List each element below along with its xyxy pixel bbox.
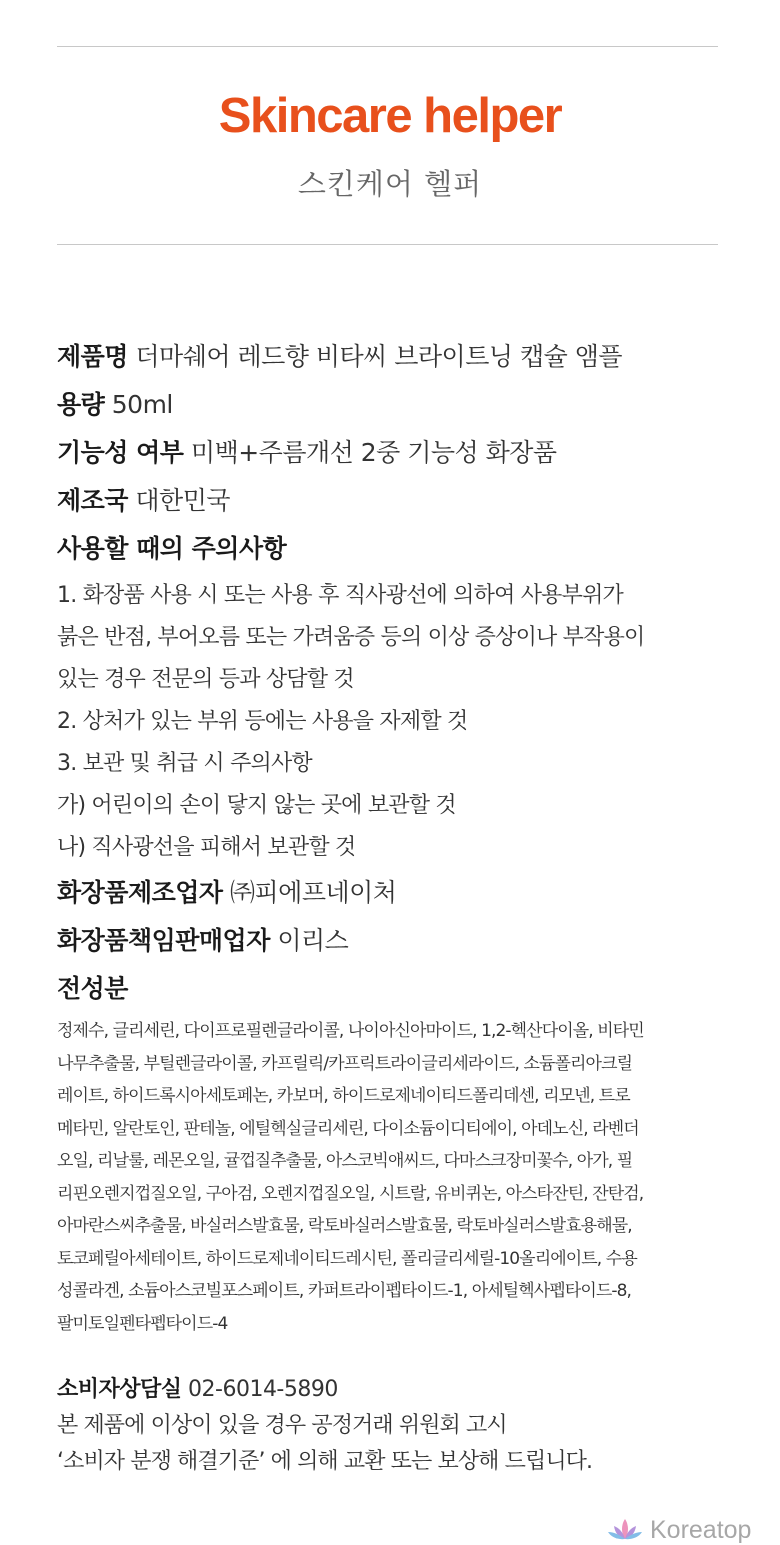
ingredients-line: 팔미토일펜타펩타이드-4	[57, 1313, 228, 1334]
caution-list	[57, 575, 737, 869]
ingredients-line: 오일, 리날룰, 레몬오일, 귤껍질추출물, 아스코빅애씨드, 다마스크장미꽃수, 아가, 필	[57, 1151, 633, 1171]
volume-label: 용량	[57, 390, 105, 419]
ingredients-line: 나무추출물, 부틸렌글라이콜, 카프릴릭/카프릭트라이글리세라이드, 소듐폴리아크릴	[57, 1053, 633, 1074]
lotus-logo-icon	[606, 1517, 644, 1543]
top-divider	[57, 46, 718, 47]
consumer-center	[57, 1372, 737, 1480]
ingredients-list	[57, 1015, 737, 1340]
manufacturer-value: ㈜피에프네이처	[230, 878, 397, 907]
product-name-row	[57, 333, 737, 381]
ingredients-line: 정제수, 글리세린, 다이프로필렌글라이콜, 나이아신아마이드, 1,2-헥산다이올, 비타민	[57, 1021, 644, 1041]
caution-line: 2. 상처가 있는 부위 등에는 사용을 자제할 것	[57, 709, 468, 734]
volume-value: 50ml	[111, 390, 173, 419]
caution-line: 가) 어린이의 손이 닿지 않는 곳에 보관할 것	[57, 793, 456, 818]
country-value: 대한민국	[135, 486, 231, 515]
consumer-label: 소비자상담실	[57, 1377, 182, 1402]
ingredients-line: 토코페릴아세테이트, 하이드로제네이티드레시틴, 폴리글리세릴-10올리에이트, 수용	[57, 1248, 637, 1269]
caution-line: 1. 화장품 사용 시 또는 사용 후 직사광선에 의하여 사용부위가	[57, 583, 623, 608]
consumer-note-line: ‘소비자 분쟁 해결기준’ 에 의해 교환 또는 보상해 드립니다.	[57, 1449, 593, 1474]
header-divider	[57, 244, 718, 245]
seller-label: 화장품책임판매업자	[57, 926, 270, 955]
consumer-phone-row	[57, 1372, 737, 1408]
product-info	[57, 333, 737, 1340]
country-row	[57, 477, 737, 525]
page-title: Skincare helper	[218, 89, 562, 143]
caution-line: 붉은 반점, 부어오름 또는 가려움증 등의 이상 증상이나 부작용이	[57, 625, 645, 650]
functional-label: 기능성 여부	[57, 438, 184, 467]
manufacturer-label: 화장품제조업자	[57, 878, 223, 907]
caution-line: 나) 직사광선을 피해서 보관할 것	[57, 835, 356, 860]
manufacturer-row	[57, 869, 737, 917]
ingredients-line: 레이트, 하이드록시아세토페논, 카보머, 하이드로제네이티드폴리데센, 리모넨, 트로	[57, 1086, 630, 1106]
ingredients-heading: 전성분	[57, 974, 128, 1003]
ingredients-line: 메타민, 알란토인, 판테놀, 에틸헥실글리세린, 다이소듐이디티에이, 아데노신, 라벤더	[57, 1118, 639, 1139]
functional-row	[57, 429, 737, 477]
product-name-label: 제품명	[57, 342, 128, 371]
seller-row	[57, 917, 737, 965]
ingredients-line: 성콜라겐, 소듐아스코빌포스페이트, 카퍼트라이펩타이드-1, 아세틸헥사펩타이드-8,	[57, 1281, 632, 1301]
caution-heading: 사용할 때의 주의사항	[57, 534, 287, 563]
country-label: 제조국	[57, 486, 128, 515]
seller-value: 이리스	[277, 926, 349, 955]
watermark	[606, 1516, 751, 1544]
volume-row	[57, 381, 737, 429]
caution-line: 있는 경우 전문의 등과 상담할 것	[57, 667, 354, 692]
ingredients-line: 리핀오렌지껍질오일, 구아검, 오렌지껍질오일, 시트랄, 유비퀴논, 아스타잔틴, 잔탄검,	[57, 1183, 644, 1204]
functional-value: 미백+주름개선 2중 기능성 화장품	[190, 438, 557, 467]
product-name-value: 더마쉐어 레드향 비타씨 브라이트닝 캡슐 앰플	[135, 342, 622, 371]
watermark-text: Koreatop	[650, 1515, 752, 1544]
ingredients-line: 아마란스씨추출물, 바실러스발효물, 락토바실러스발효물, 락토바실러스발효용해물,	[57, 1216, 632, 1236]
page-subtitle: 스킨케어 헬퍼	[297, 167, 483, 201]
caution-line: 3. 보관 및 취급 시 주의사항	[57, 751, 312, 776]
consumer-note-line: 본 제품에 이상이 있을 경우 공정거래 위원회 고시	[57, 1413, 507, 1438]
consumer-phone: 02-6014-5890	[188, 1377, 338, 1402]
